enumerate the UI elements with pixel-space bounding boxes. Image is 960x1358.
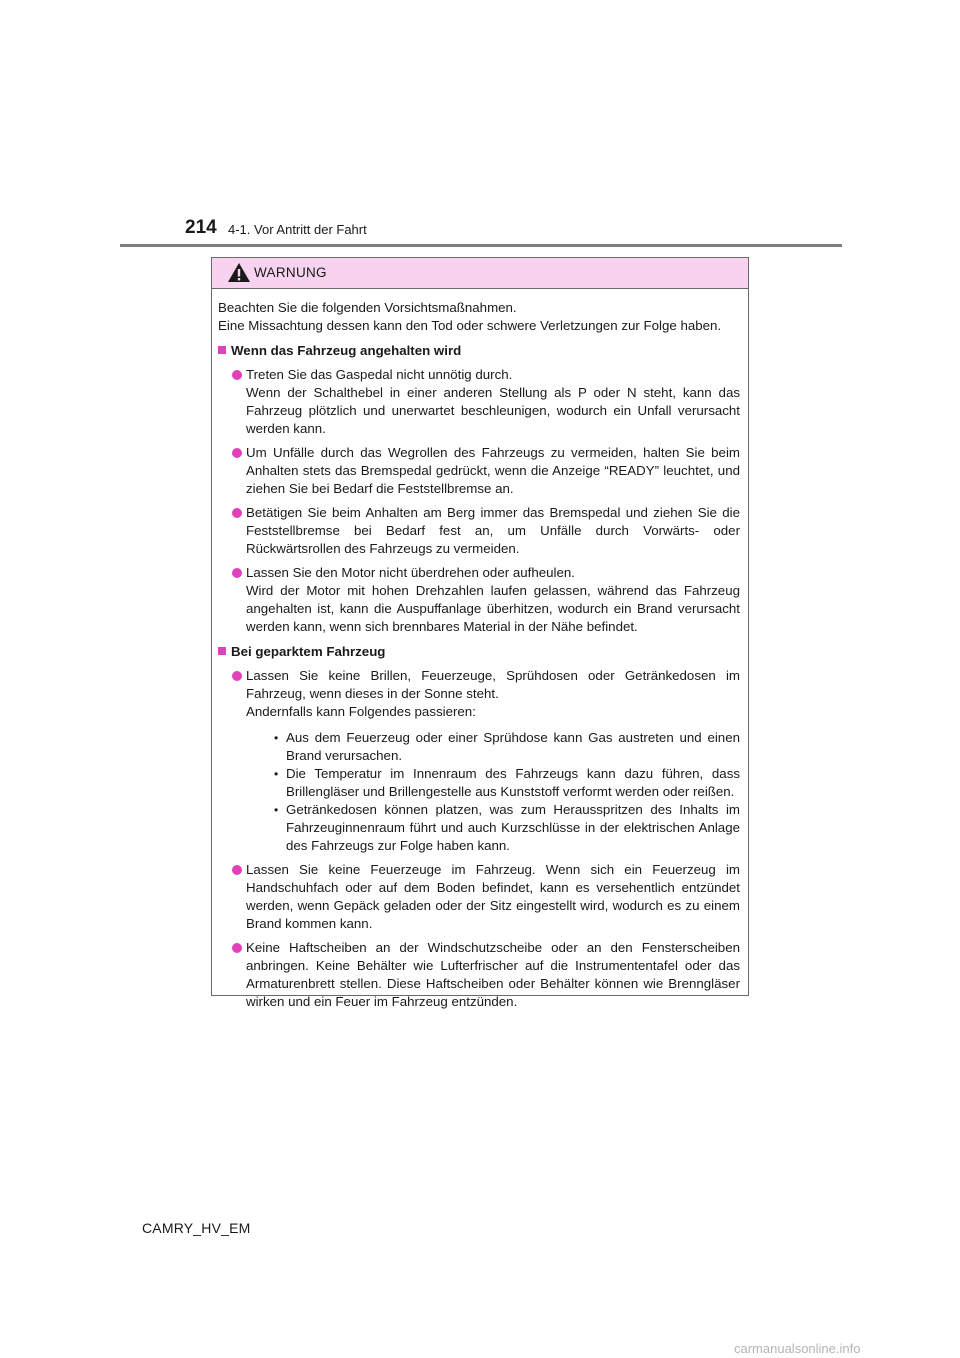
section-heading-text: Bei geparktem Fahrzeug bbox=[231, 644, 386, 659]
sub-list-item bbox=[246, 801, 740, 855]
sub-list-item bbox=[246, 729, 740, 765]
item-text: Lassen Sie keine Feuerzeuge im Fahrzeug. Wenn sich ein Feuerzeug im Handschuhfach oder auf dem Boden befindet, kann es versehentlich entzündet werden, wenn Gepäck geladen oder der Sitz eingestellt wird, wodurch es zu einem Brand kommen kann. bbox=[246, 862, 740, 931]
square-bullet-icon bbox=[218, 346, 226, 354]
item-text-continued: Andernfalls kann Folgendes passieren: bbox=[246, 704, 476, 719]
item-text: Wenn der Schalthebel in einer anderen Stellung als P oder N steht, kann das Fahrzeug plötzlich und unerwartet beschleunigen, wodurch ein Unfall verursacht werden kann. bbox=[246, 385, 740, 436]
square-bullet-icon bbox=[218, 647, 226, 655]
intro-line: Eine Missachtung dessen kann den Tod oder schwere Verletzungen zur Folge haben. bbox=[218, 318, 722, 333]
sub-list-item bbox=[246, 765, 740, 801]
circle-bullet-icon bbox=[232, 865, 242, 875]
circle-bullet-icon bbox=[232, 370, 242, 380]
watermark: carmanualsonline.info bbox=[734, 1341, 861, 1356]
circle-bullet-icon bbox=[232, 671, 242, 681]
header-rule bbox=[120, 244, 842, 247]
item-lead: Treten Sie das Gaspedal nicht unnötig durch. bbox=[246, 367, 513, 382]
section-parked-vehicle bbox=[218, 643, 740, 1011]
list-item bbox=[218, 504, 740, 558]
warning-title: WARNUNG bbox=[254, 265, 327, 280]
list-item bbox=[218, 444, 740, 498]
intro-line: Beachten Sie die folgenden Vorsichtsmaßnahmen. bbox=[218, 300, 517, 315]
section-heading-text: Wenn das Fahrzeug angehalten wird bbox=[231, 343, 462, 358]
circle-bullet-icon bbox=[232, 508, 242, 518]
item-text: Lassen Sie keine Brillen, Feuerzeuge, Sprühdosen oder Getränkedosen im Fahrzeug, wenn dieses in der Sonne steht. bbox=[246, 668, 740, 701]
circle-bullet-icon bbox=[232, 943, 242, 953]
sub-item-text: Aus dem Feuerzeug oder einer Sprühdose kann Gas austreten und einen Brand verursachen. bbox=[286, 730, 740, 763]
item-text: Wird der Motor mit hohen Drehzahlen laufen gelassen, während das Fahrzeug angehalten ist, kann die Auspuffanlage überhitzen, wodurch ein Brand verursacht werden kann, wenn sich brennbares Material in der Nähe befindet. bbox=[246, 583, 740, 634]
warning-header bbox=[212, 258, 748, 289]
section-heading bbox=[218, 643, 740, 661]
list-item bbox=[218, 861, 740, 933]
warning-intro bbox=[218, 299, 740, 335]
item-text: Um Unfälle durch das Wegrollen des Fahrzeugs zu vermeiden, halten Sie beim Anhalten stets das Bremspedal gedrückt, wenn die Anzeige “READY” leuchtet, und ziehen Sie bei Bedarf die Feststellbremse an. bbox=[246, 445, 740, 496]
page-number: 214 bbox=[185, 217, 217, 238]
list-item bbox=[218, 667, 740, 855]
sub-item-text: Getränkedosen können platzen, was zum Herausspritzen des Inhalts im Fahrzeuginnenraum führt und auch Kurzschlüsse in der elektrischen Anlage des Fahrzeugs zur Folge haben kann. bbox=[286, 802, 740, 853]
sub-list bbox=[246, 729, 740, 855]
sub-item-text: Die Temperatur im Innenraum des Fahrzeugs kann dazu führen, dass Brillengläser und Brillengestelle aus Kunststoff verformt werden oder reißen. bbox=[286, 766, 740, 799]
warning-triangle-icon bbox=[227, 262, 251, 283]
circle-bullet-icon bbox=[232, 448, 242, 458]
section-heading bbox=[218, 342, 740, 360]
item-text: Keine Haftscheiben an der Windschutzscheibe oder an den Fensterscheiben anbringen. Keine Behälter wie Lufterfrischer auf die Instrumententafel oder das Armaturenbrett stellen. Diese Haftscheiben oder Behälter können wie Brenngläser wirken und ein Feuer im Fahrzeug entzünden. bbox=[246, 940, 740, 1009]
section-stopped-vehicle bbox=[218, 342, 740, 636]
footer-model-code: CAMRY_HV_EM bbox=[142, 1220, 251, 1236]
section-title: 4-1. Vor Antritt der Fahrt bbox=[228, 222, 367, 237]
item-text: Betätigen Sie beim Anhalten am Berg immer das Bremspedal und ziehen Sie die Feststellbremse bei Bedarf fest an, um Unfälle durch Vorwärts- oder Rückwärtsrollen des Fahrzeugs zu vermeiden. bbox=[246, 505, 740, 556]
item-lead: Lassen Sie den Motor nicht überdrehen oder aufheulen. bbox=[246, 565, 575, 580]
list-item bbox=[218, 366, 740, 438]
dot-bullet-icon: • bbox=[274, 803, 279, 817]
list-item bbox=[218, 564, 740, 636]
circle-bullet-icon bbox=[232, 568, 242, 578]
dot-bullet-icon: • bbox=[274, 731, 279, 745]
warning-box bbox=[211, 257, 749, 1009]
dot-bullet-icon: • bbox=[274, 767, 279, 781]
warning-body bbox=[212, 289, 748, 1011]
list-item bbox=[218, 939, 740, 1011]
